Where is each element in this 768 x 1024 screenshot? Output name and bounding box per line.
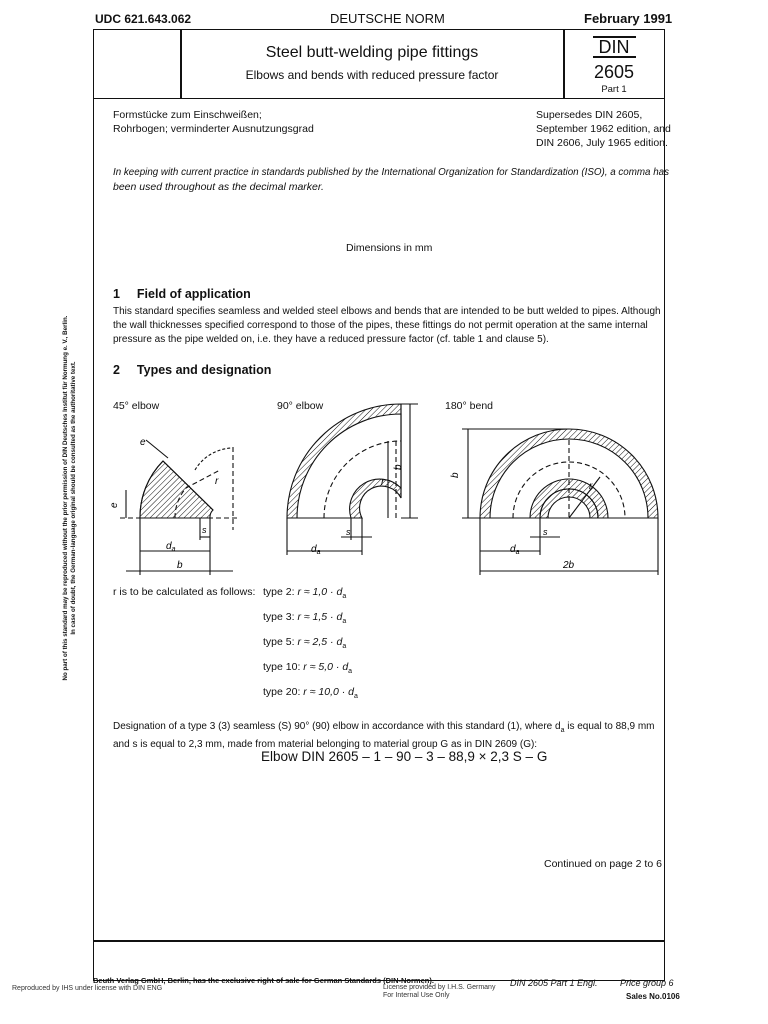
footer-rule [93, 940, 665, 942]
designation-line1-sub: a [560, 727, 565, 734]
footer-sales: Sales No.0106 [626, 992, 680, 1001]
dimensions-note: Dimensions in mm [346, 242, 433, 254]
formula-expr: r ≈ 2,5 · d [297, 636, 343, 648]
supersedes-line3: DIN 2606, July 1965 edition. [536, 137, 668, 149]
elbow-45-label-e-side: e [109, 502, 120, 508]
designation-line2: and s is equal to 2,3 mm, made from material belonging to material group G as in DIN 2609 (G): [113, 739, 538, 750]
elbow-45-label-b: b [177, 560, 183, 571]
continued-note: Continued on page 2 to 6 [544, 858, 662, 870]
udc-number: UDC 621.643.062 [95, 12, 192, 26]
elbow-90-drawing [287, 404, 418, 555]
formula-sub: a [348, 668, 353, 676]
ihs-license-mid: License provided by I.H.S. Germany [383, 984, 496, 991]
formula-type: type 10: [263, 661, 301, 673]
bend-180-da-d: d [510, 544, 516, 555]
beuth-note: Beuth Verlag GmbH, Berlin, has the exclusive right of sale for German Standards (DIN-Normen). [93, 976, 434, 985]
elbow-90-da-sub: a [316, 549, 321, 556]
section2-number: 2 [113, 363, 120, 377]
side-note-line1: No part of this standard may be reproduced without the prior permission of DIN Deutsches Institut für Normung e. V., Berlin. [62, 315, 69, 681]
section1-line1: This standard specifies seamless and welded steel elbows and bends that are intended to be butt welded to pipes. Although [113, 306, 661, 317]
designation-text [113, 720, 665, 752]
formula-type: type 5: [263, 636, 295, 648]
elbow-90-bore [297, 414, 401, 518]
formula-row [263, 636, 358, 661]
document-title: Steel butt-welding pipe fittings [265, 44, 479, 61]
formula-sub: a [354, 693, 358, 701]
caption-45-elbow: 45° elbow [113, 400, 160, 412]
bend-180-label-r: r [589, 481, 593, 492]
din-number: 2605 [593, 62, 635, 82]
designation-line1-text: Designation of a type 3 (3) seamless (S) 90° (90) elbow in accordance with this standard (1), where d [113, 721, 561, 732]
section1-line3: pressure as the pipe welded on, i.e. they have a reduced pressure factor (cf. table 1 and clause 5). [113, 334, 549, 345]
formula-type: type 20: [263, 686, 301, 698]
elbow-45-da-sub: a [171, 546, 176, 553]
supersedes-line1: Supersedes DIN 2605, [536, 109, 643, 121]
formula-row [263, 611, 358, 636]
supersedes-line2: September 1962 edition, and [536, 123, 671, 135]
caption-90-elbow: 90° elbow [277, 400, 324, 412]
formula-expr: r ≈ 1,0 · d [297, 586, 343, 598]
iso-note-line2: been used throughout as the decimal marker. [113, 181, 324, 193]
formula-row [263, 686, 358, 711]
elbow-45-drawing [120, 440, 240, 575]
formula-expr: r ≈ 10,0 · d [303, 686, 354, 698]
section1-line2: the wall thicknesses specified correspond to those of the pipes, these fittings do not permit operation at the same internal [113, 320, 648, 331]
elbow-45-wall-dim [146, 440, 168, 458]
footer-ref: DIN 2605 Part 1 Engl. [510, 978, 598, 988]
designation-line1-end: is equal to 88,9 mm [564, 721, 655, 732]
bend-180-label-2b: 2b [563, 560, 575, 571]
caption-180-bend: 180° bend [445, 400, 493, 412]
iso-note-line1: In keeping with current practice in standards published by the International Organization for Standardization (ISO), a comma has [113, 167, 670, 178]
copyright-side-note [62, 268, 78, 728]
elbow-45-label-e-top: e [140, 437, 146, 448]
part-number: Part 1 [601, 84, 627, 95]
document-subtitle: Elbows and bends with reduced pressure factor [245, 68, 499, 82]
elbow-90-da-d: d [311, 544, 317, 555]
formula-sub: a [342, 618, 347, 626]
footer-price: Price group 6 [620, 978, 674, 988]
formula-lead: r is to be calculated as follows: [113, 586, 256, 598]
section1-number: 1 [113, 287, 120, 301]
elbow-90-label-da [311, 544, 321, 556]
elbow-45-body [140, 461, 213, 518]
formula-sub: a [342, 643, 347, 651]
ihs-license-left: Reproduced by IHS under license with DIN ENG [12, 985, 163, 992]
elbow-45-angle-arc [195, 448, 232, 470]
elbow-45-label-da [166, 541, 176, 553]
section2-title: Types and designation [136, 363, 272, 377]
bend-180-label-da [510, 544, 520, 556]
side-note-line2: In case of doubt, the German-language original should be consulted as the authoritative text. [70, 361, 77, 635]
formula-row [263, 661, 358, 686]
designation-example: Elbow DIN 2605 – 1 – 90 – 3 – 88,9 × 2,3 S – G [261, 749, 548, 764]
formula-type: type 2: [263, 586, 295, 598]
formula-expr: r ≈ 5,0 · d [303, 661, 349, 673]
formula-type: type 3: [263, 611, 295, 623]
elbow-45-da-d: d [166, 541, 172, 552]
elbow-90-label-b: b [393, 464, 404, 470]
bend-180-label-s: s [543, 527, 548, 537]
elbow-45-label-s: s [202, 525, 207, 535]
din-label: DIN [593, 36, 636, 58]
norm-label: DEUTSCHE NORM [330, 11, 445, 26]
formula-expr: r ≈ 1,5 · d [297, 611, 343, 623]
section1-title: Field of application [136, 287, 251, 301]
formula-sub: a [342, 593, 347, 601]
elbow-90-label-s: s [346, 527, 351, 537]
elbow-45-label-r: r [215, 476, 219, 487]
bend-180-drawing [462, 429, 658, 575]
formula-list [263, 586, 358, 711]
designation-line1 [113, 720, 665, 738]
german-title-line1: Formstücke zum Einschweißen; [113, 109, 262, 121]
ihs-internal-use: For Internal Use Only [383, 992, 450, 999]
bend-180-label-b: b [450, 472, 461, 478]
formula-row [263, 586, 358, 611]
elbow-90-label-r: r [381, 477, 385, 488]
bend-180-da-sub: a [515, 549, 520, 556]
german-title-line2: Rohrbogen; verminderter Ausnutzungsgrad [113, 123, 314, 135]
publication-date: February 1991 [584, 11, 673, 26]
